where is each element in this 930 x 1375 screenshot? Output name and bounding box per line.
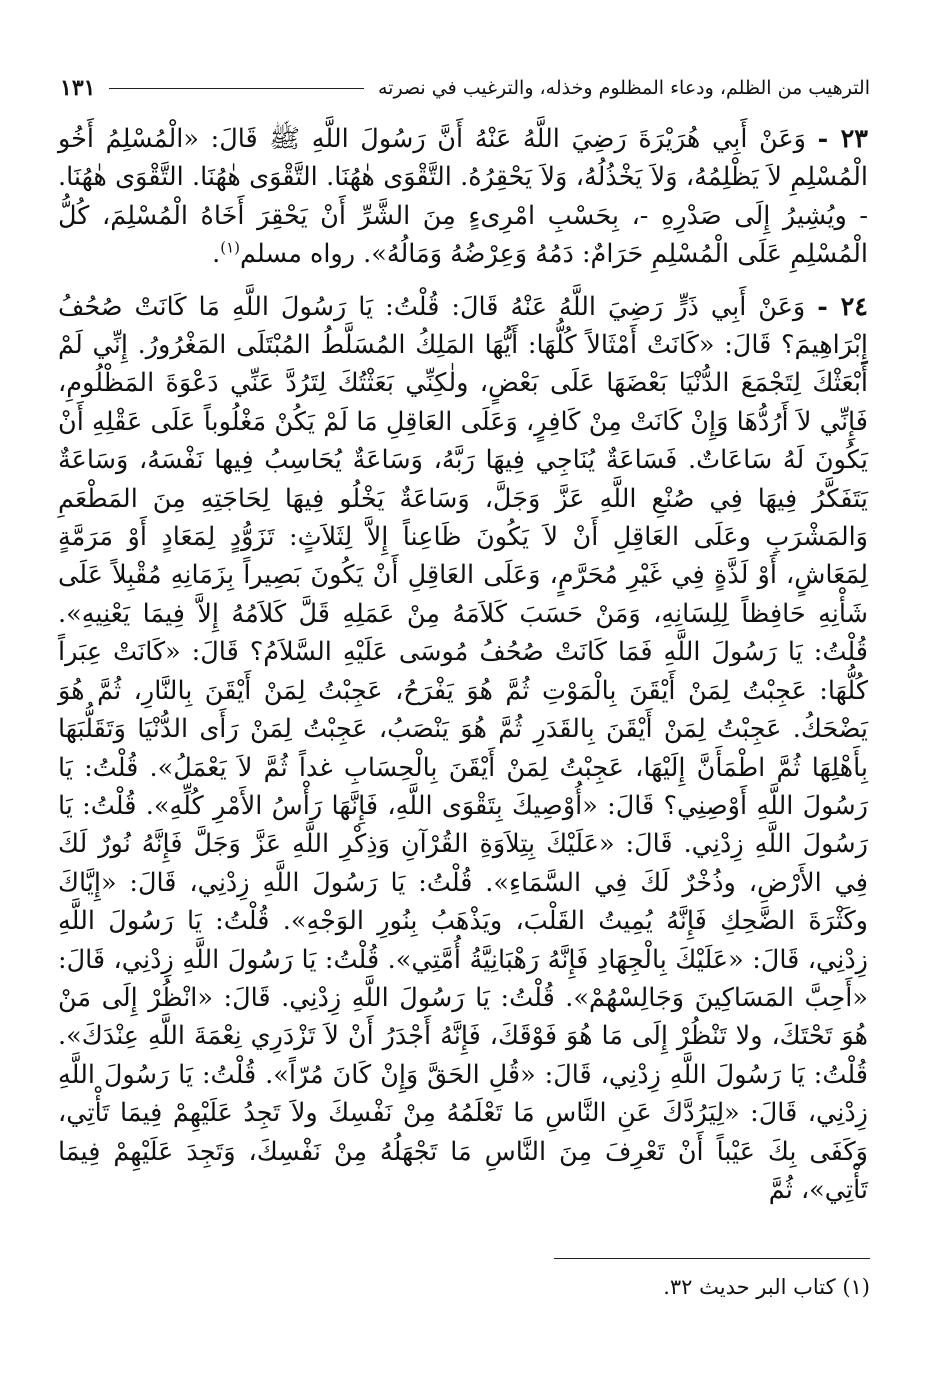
- hadith-number: ٢٣ -: [817, 124, 868, 154]
- footnote-marker: (١): [842, 1275, 870, 1299]
- hadith-text: وَعَنْ أَبِي ذَرٍّ رَضِيَ اللَّهُ عَنْهُ قَالَ: قُلْتُ: يَا رَسُولَ اللَّهِ مَا كَانَتْ صُحُفُ إِبْرَاهِيمَ؟ قَالَ: «كَانَتْ أَمْثَالاً كُلُّهَا: أَيُّهَا المَلِكُ المُسَلَّطُ المُبْتَلَى المَغْرُورُ. إِنِّي لَمْ أَبْعَثْكَ لِتَجْمَعَ الدُّنْيَا بَعْضَهَا عَلَى بَعْضٍ، ولٰكِنِّي بَعَثْتُكَ لِتَرُدَّ عَنِّي دَعْوَةَ المَظْلُومِ، فَإِنِّي لاَ أَرُدُّهَا وَإِنْ كَانَتْ مِنْ كَافِرٍ، وَعَلَى العَاقِلِ مَا لَمْ يَكُنْ مَغْلُوباً عَلَى عَقْلِهِ أَنْ يَكُونَ لَهُ سَاعَاتٌ. فَسَاعَةٌ يُنَاجِي فِيهَا رَبَّهُ، وَسَاعَةٌ يُحَاسِبُ فِيها نَفْسَهُ، وَسَاعَةٌ يَتَفَكَّرُ فِيهَا فِي صُنْعِ اللَّهِ عَزَّ وَجَلَّ، وَسَاعَةٌ يَخْلُو فِيهَا لِحَاجَتِهِ مِنَ المَطْعَمِ وَالمَشْرَبِ وعَلَى العَاقِلِ أَنْ لاَ يَكُونَ ظَاعِناً إِلاَّ لِثَلاَثٍ: تَزَوُّدٍ لِمَعَادٍ أَوْ مَرَمَّةٍ لِمَعَاشٍ، أَوْ لَذَّةٍ فِي غَيْرِ مُحَرَّمٍ، وَعَلَى العَاقِلِ أَنْ يَكُونَ بَصِيراً بِزَمَانِهِ مُقْبِلاً عَلَى شَأْنِهِ حَافِظاً لِلِسَانِهِ، وَمَنْ حَسَبَ كَلاَمَهُ مِنْ عَمَلِهِ قَلَّ كَلاَمُهُ إِلاَّ فِيمَا يَعْنِيهِ». قُلْتُ: يَا رَسُولَ اللَّهِ فَمَا كَانَتْ صُحُفُ مُوسَى عَلَيْهِ السَّلاَمُ؟ قَالَ: «كَانَتْ عِبَراً كُلُّهَا: عَجِبْتُ لِمَنْ أَيْقَنَ بِالْمَوْتِ ثُمَّ هُوَ يَفْرَحُ، عَجِبْتُ لِمَنْ أَيْقَنَ بِالنَّارِ، ثُمَّ هُوَ يَضْحَكُ. عَجِبْتُ لِمَنْ أَيْقَنَ بِالقَدَرِ ثُمَّ هُوَ يَنْصَبُ، عَجِبْتُ لِمَنْ رَأَى الدُّنْيَا وَتَقَلُّبَهَا بِأَهْلِهَا ثُمَّ اطْمَأَنَّ إِلَيْهَا، عَجِبْتُ لِمَنْ أَيْقَنَ بِالْحِسَابِ غداً ثُمَّ لاَ يَعْمَلُ». قُلْتُ: يَا رَسُولَ اللَّهِ أَوْصِنِي؟ قَالَ: «أُوْصِيكَ بِتَقْوَى اللَّهِ، فَإِنَّهَا رَأْسُ الأَمْرِ كُلِّهِ». قُلْتُ: يَا رَسُولَ اللَّهِ زِدْنِي. قَالَ: «عَلَيْكَ بِتِلاَوَةِ القُرْآنِ وَذِكْرِ اللَّهِ عَزَّ وَجَلَّ فَإِنَّهُ نُورٌ لَكَ فِي الأَرْضِ، وذُخْرٌ لَكَ فِي السَّمَاءِ». قُلْتُ: يَا رَسُولَ اللَّهِ زِدْنِي، قَالَ: «إِيَّاكَ وكَثْرَةَ الضَّحِكِ فَإِنَّهُ يُمِيتُ القَلْبَ، ويَذْهَبُ بِنُورِ الوَجْهِ». قُلْتُ: يَا رَسُولَ اللَّهِ زِدْنِي، قَالَ: «عَلَيْكَ بِالْجِهَادِ فَإِنَّهُ رَهْبَانِيَّةُ أُمَّتِي». قُلْتُ: يَا رَسُولَ اللَّهِ زِدْنِي، قَالَ: «أَحِبَّ المَسَاكِينَ وَجَالِسْهُمْ». قُلْتُ: يَا رَسُولَ اللَّهِ زِدْنِي. قَالَ: «انْظُرْ إِلَى مَنْ هُوَ تَحْتَكَ، ولا تَنْظُرْ إِلَى مَا هُوَ فَوْقَكَ، فَإِنَّهُ أَجْدَرُ أَنْ لاَ تَزْدَرِي نِعْمَةَ اللَّهِ عِنْدَكَ». قُلْتُ: يَا رَسُولَ اللَّهِ زِدْنِي، قَالَ: «قُلِ الحَقَّ وَإِنْ كَانَ مُرّاً». قُلْتُ: يَا رَسُولَ اللَّهِ زِدْنِي، قَالَ: «لِيَرُدَّكَ عَنِ النَّاسِ مَا تَعْلَمُهُ مِنْ نَفْسِكَ ولاَ تَجِدُ عَلَيْهِمْ فِيمَا تَأْتِي، وَكَفَى بِكَ عَيْباً أَنْ تَعْرِفَ مِنَ النَّاسِ مَا تَجْهَلُهُ مِنْ نَفْسِكَ، وَتَجِدَ عَلَيْهِمْ فِيمَا تَأْتِي»، ثُمَّ: [58, 291, 868, 1205]
- header-rule: [109, 88, 364, 89]
- footnote: [60, 1270, 870, 1304]
- header-title: الترهيب من الظلم، ودعاء المظلوم وخذله، والترغيب في نصرته: [377, 77, 870, 99]
- page-body: [58, 120, 868, 1209]
- hadith-24: [58, 288, 868, 1210]
- page-number: ١٣١: [60, 75, 96, 101]
- hadith-23: [58, 120, 868, 274]
- footnote-rule: [554, 1258, 870, 1259]
- hadith-end: .: [212, 239, 221, 270]
- hadith-text: وَعَنْ أَبِي هُرَيْرَةَ رَضِيَ اللَّهُ عَنْهُ أَنَّ رَسُولَ اللَّهِ ﷺ قَالَ: «الْمُسْلِمُ أَخُو الْمُسْلِمِ لاَ يَظْلِمُهُ، وَلاَ يَخْذُلُهُ، وَلاَ يَحْقِرُهُ. التَّقْوَى هٰهُنَا. التَّقْوَى هٰهُنَا. التَّقْوَى هٰهُنَا. - ويُشِيرُ إِلَى صَدْرِهِ -، بِحَسْبِ امْرِىءٍ مِنَ الشَّرِّ أَنْ يَحْقِرَ أَخَاهُ الْمُسْلِمَ، كُلُّ الْمُسْلِمِ عَلَى الْمُسْلِمِ حَرَامٌ: دَمُهُ وَعِرْضُهُ وَمَالُهُ». رواه مسلم: [58, 124, 868, 270]
- footnote-text: كتاب البر حديث ٣٢.: [663, 1275, 836, 1299]
- footnote-reference: (١): [220, 238, 241, 257]
- running-header: [60, 68, 870, 108]
- hadith-number: ٢٤ -: [817, 291, 868, 322]
